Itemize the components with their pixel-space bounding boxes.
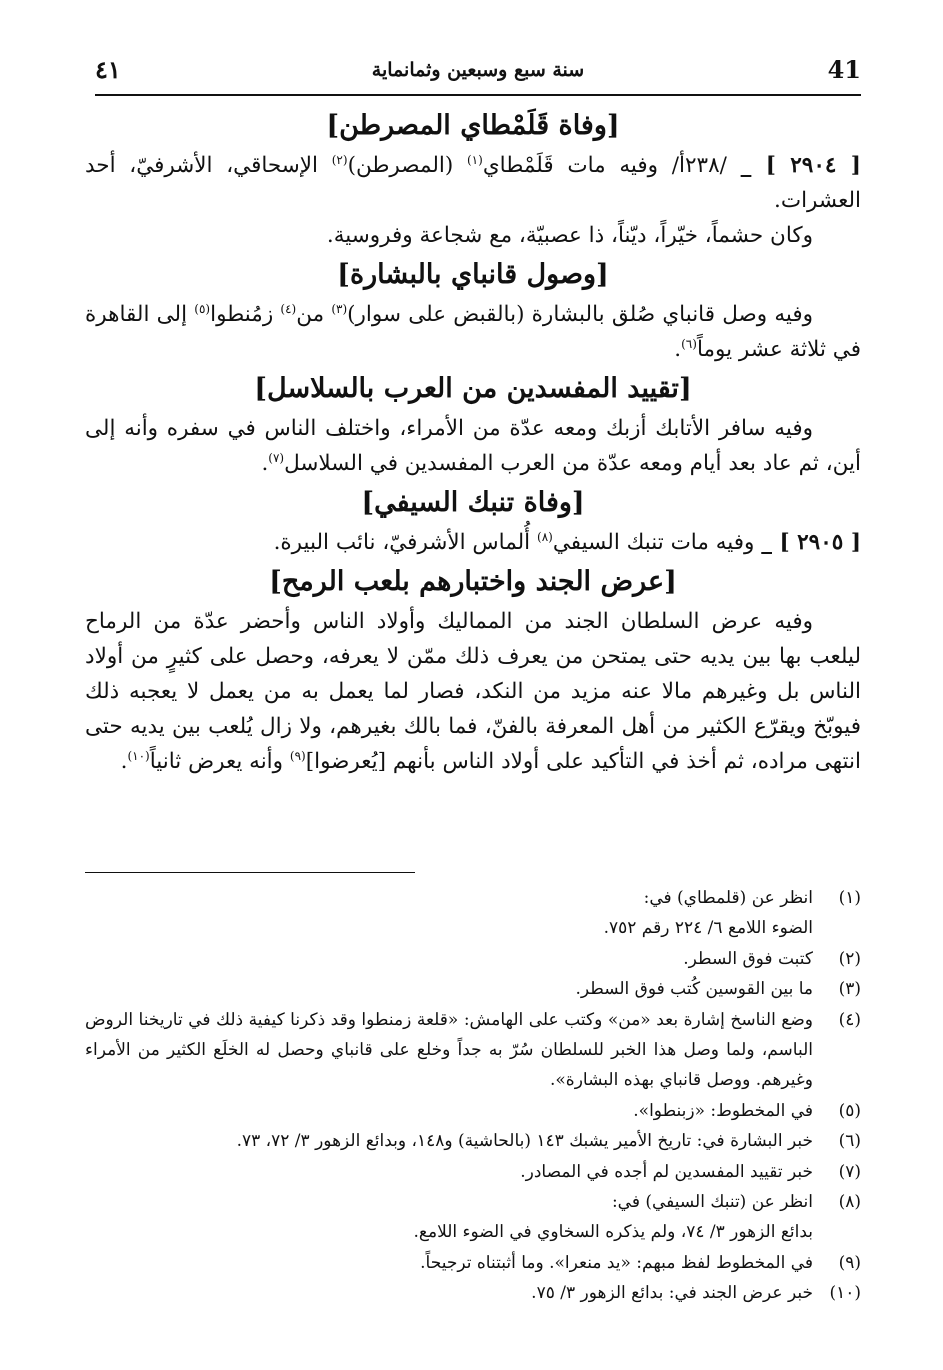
footnote (85, 1126, 861, 1156)
paragraph (85, 604, 861, 779)
header-rule (95, 94, 861, 96)
footnote-ref: (٧) (268, 450, 285, 465)
footnote (85, 1187, 861, 1248)
footnote-text (85, 1096, 813, 1126)
footnote-text (85, 944, 813, 974)
footnote-ref: (٩) (289, 748, 306, 763)
footnote-number: (٦) (838, 1131, 861, 1152)
section-heading: [وفاة تنبك السيفي] (361, 487, 585, 518)
entry-number: [ ٢٩٠٤ ] _ (740, 153, 861, 178)
footnote (85, 944, 861, 974)
paragraph-text: وفيه عرض السلطان الجند من المماليك وأولاد الناس وأحضر عدّة من الرماح ليلعب بها بين يديه حتى يمتحن من يعرف ذلك ممّن لا يعرفه، وحصل على كثيرٍ من أولاد الناس بل وغيرهم مالا عنه مزيد من النكد، فصار لما يعمل به من يعمل لا يعجبه ذلك فيوبّخ ويقرّع الكثير من أهل المعرفة بالفنّ، فما بالك بغيرهم، ولا زال يُلعب بين يديه حتى انتهى مراده، ثم أخذ في التأكيد على أولاد الناس بأنهم [يُعرضوا] (85, 609, 861, 774)
footnote-ref: (٥) (194, 301, 211, 316)
footnote-number: (٩) (838, 1252, 861, 1273)
section-heading: [عرض الجند واختبارهم بلعب الرمح] (269, 566, 677, 597)
footnote-ref: (١) (466, 152, 483, 167)
paragraph-text: وفيه وصل قانباي صُلق بالبشارة (بالقبض على سوار) (347, 302, 814, 327)
section-heading: [وفاة قَلَمْطاي المصرطن] (326, 110, 620, 141)
footnote (85, 1005, 861, 1096)
footnote-text (85, 1187, 813, 1248)
section-heading: [تقييد المفسدين من العرب بالسلاسل] (254, 373, 692, 404)
footnote-line: بدائع الزهور ٣/ ٧٤، ولم يذكره السخاوي في الضوء اللامع. (413, 1222, 813, 1243)
paragraph (85, 297, 861, 367)
footnote-number: (١٠) (829, 1283, 861, 1304)
paragraph-text: إلى القاهرة في ثلاثة عشر يوماً (85, 302, 861, 362)
paragraph-text: وفيه مات تنبك السيفي (552, 530, 762, 555)
footnote-ref: (١٠) (127, 748, 150, 763)
paragraph: وكان حشماً، خيّراً، ديّناً، ذا عصبيّة، مع شجاعة وفروسية. (326, 223, 813, 248)
footnote (85, 883, 861, 944)
paragraph-text: /٢٣٨أ/ وفيه مات قَلَمْطاي (482, 153, 727, 178)
paragraph-text: من (296, 302, 332, 327)
paragraph-text: وفيه سافر الأتابك أزبك ومعه عدّة من الأمراء، واختلف الناس في سفره وأنه إلى أين، ثم عاد بعد أيام ومعه عدّة من العرب المفسدين في السلاسل (85, 416, 861, 476)
footnote-number: (١) (838, 888, 861, 908)
running-header (95, 55, 861, 95)
footnote (85, 974, 861, 1004)
footnote-ref: (٨) (537, 529, 553, 544)
section-heading: [وصول قانباي بالبشارة] (337, 259, 609, 290)
footnote-rule (85, 872, 415, 873)
footnote-number: (٣) (838, 979, 861, 1000)
footnote-text (85, 1248, 813, 1278)
paragraph-text: . (120, 749, 128, 774)
footnote-line: الضوء اللامع ٦/ ٢٢٤ رقم ٧٥٢. (603, 918, 813, 939)
footnote-text (85, 883, 813, 944)
footnote-line: في المخطوط: «زبنطوا». (633, 1100, 813, 1121)
entry-number: [ ٢٩٠٥ ] _ (761, 530, 861, 555)
footnote-line: ما بين القوسين كُتب فوق السطر. (575, 979, 813, 1000)
paragraph-text: زمُنطوا (210, 302, 281, 327)
page-number-arabic: ٤١ (95, 55, 121, 84)
footnote-ref: (٣) (331, 301, 348, 316)
footnote-line: خبر تقييد المفسدين لم أجده في المصادر. (520, 1161, 813, 1182)
footnote (85, 1096, 861, 1126)
paragraph (85, 411, 861, 481)
footnote-line: وضع الناسخ إشارة بعد «من» وكتب على الهامش: «قلعة زمنطوا وقد ذكرنا كيفية ذلك في تاريخنا الروض الباسم، ولما وصل هذا الخبر للسلطان سُرّ به جداً وخلع على قانباي وحصل له الخلَع الكثير من الأمراء وغيرهم. ووصل قانباي بهذه البشارة». (85, 1009, 813, 1091)
footnote-text (85, 1278, 813, 1308)
footnote-line: انظر عن (تنبك السيفي) في: (611, 1192, 813, 1213)
paragraph-text: (المصرطن) (347, 153, 467, 178)
footnote-ref: (٢) (331, 152, 348, 167)
entry-paragraph (85, 148, 861, 218)
footnote-ref: (٦) (681, 336, 697, 351)
footnote-line: انظر عن (قلمطاي) في: (643, 888, 813, 908)
footnote-line: خبر البشارة في: تاريخ الأمير يشبك ١٤٣ (بالحاشية) و١٤٨، وبدائع الزهور ٣/ ٧٢، ٧٣. (236, 1131, 813, 1152)
footnote-number: (٨) (838, 1192, 861, 1213)
footnote-number: (٧) (838, 1161, 861, 1182)
entry-paragraph (85, 525, 861, 560)
paragraph-text: الإسحاقي، الأشرفيّ، أحد العشرات. (85, 153, 861, 213)
footnote-ref: (٤) (280, 301, 297, 316)
paragraph-text: . (674, 337, 682, 362)
page-number-latin: 41 (827, 55, 861, 84)
footnote-text (85, 1126, 813, 1156)
paragraph-text: وأنه يعرض ثانياً (149, 749, 290, 774)
footnote (85, 1248, 861, 1278)
footnote (85, 1157, 861, 1187)
footnote-text (85, 1157, 813, 1187)
footnote-line: خبر عرض الجند في: بدائع الزهور ٣/ ٧٥. (531, 1283, 813, 1304)
footnote (85, 1278, 861, 1308)
footnote-line: في المخطوط لفظ مبهم: «يد منعرا». وما أثبتناه ترجيحاً. (420, 1252, 813, 1273)
footnote-number: (٤) (838, 1009, 861, 1030)
footnotes (85, 883, 861, 1309)
footnote-number: (٢) (838, 948, 861, 969)
main-text (85, 104, 861, 779)
footnote-number: (٥) (838, 1100, 861, 1121)
footnote-text (85, 974, 813, 1004)
paragraph-text: أُلماس الأشرفيّ، نائب البيرة. (273, 530, 537, 555)
footnote-line: كتبت فوق السطر. (683, 948, 813, 969)
footnote-text (85, 1005, 813, 1096)
paragraph-text: . (261, 451, 269, 476)
running-title: سنة سبع وسبعين وثمانماية (371, 59, 585, 81)
